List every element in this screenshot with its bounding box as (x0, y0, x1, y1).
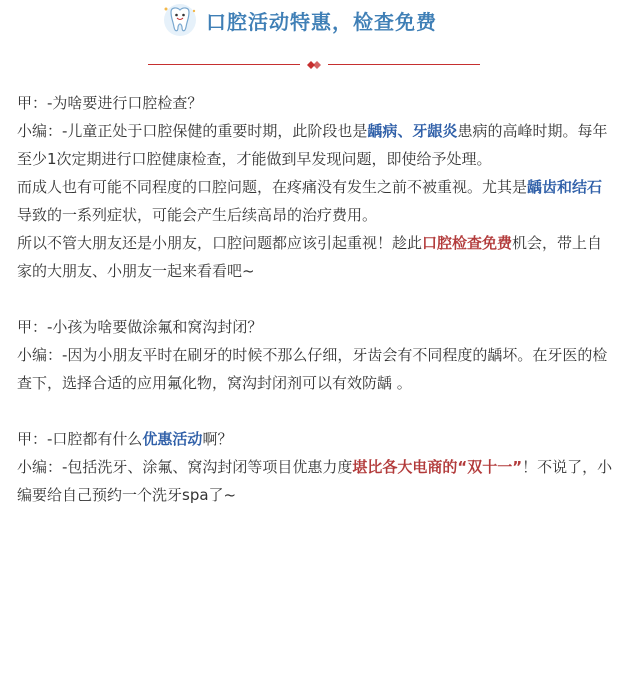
answer-1: 小编：-儿童正处于口腔保健的重要时期，此阶段也是龋病、牙龈炎患病的高峰时期。每年至少1次定期进行口腔健康检查，才能做到早发现问题，即使给予处理。 (17, 122, 608, 168)
answer-1-paragraph-2: 而成人也有可能不同程度的口腔问题，在疼痛没有发生之前不被重视。尤其是龋齿和结石导致的一系列症状，可能会产生后续高昂的治疗费用。 (17, 178, 603, 224)
highlight-diseases: 龋病、牙龈炎 (367, 122, 458, 140)
title-divider (148, 60, 480, 70)
diamond-ornament-icon (302, 60, 326, 70)
question-3: 甲：-口腔都有什么优惠活动啊？ (17, 430, 233, 448)
answer-2: 小编：-因为小朋友平时在刷牙的时候不那么仔细，牙齿会有不同程度的龋坏。在牙医的检查下，选择合适的应用氟化物，窝沟封闭剂可以有效防龋 。 (17, 346, 608, 392)
title-row (160, 2, 437, 38)
article-body (17, 89, 617, 509)
answer-3: 小编：-包括洗牙、涂氟、窝沟封闭等项目优惠力度堪比各大电商的“双十一”！不说了，小编要给自己预约一个洗牙spa了~ (17, 458, 613, 504)
page-title: 口腔活动特惠，检查免费 (206, 9, 437, 34)
question-1: 甲：-为啥要进行口腔检查？ (17, 94, 203, 112)
article-header (0, 0, 631, 80)
tooth-mascot-icon (160, 2, 200, 38)
highlight-caries-calculus: 龋齿和结石 (527, 178, 603, 196)
question-2: 甲：-小孩为啥要做涂氟和窝沟封闭？ (17, 318, 263, 336)
answer-1-paragraph-3: 所以不管大朋友还是小朋友，口腔问题都应该引起重视！趁此口腔检查免费机会，带上自家的大朋友、小朋友一起来看看吧~ (17, 234, 603, 280)
highlight-free-checkup: 口腔检查免费 (422, 234, 513, 252)
highlight-double-eleven: 堪比各大电商的“双十一” (352, 458, 523, 476)
highlight-promotion: 优惠活动 (142, 430, 203, 448)
